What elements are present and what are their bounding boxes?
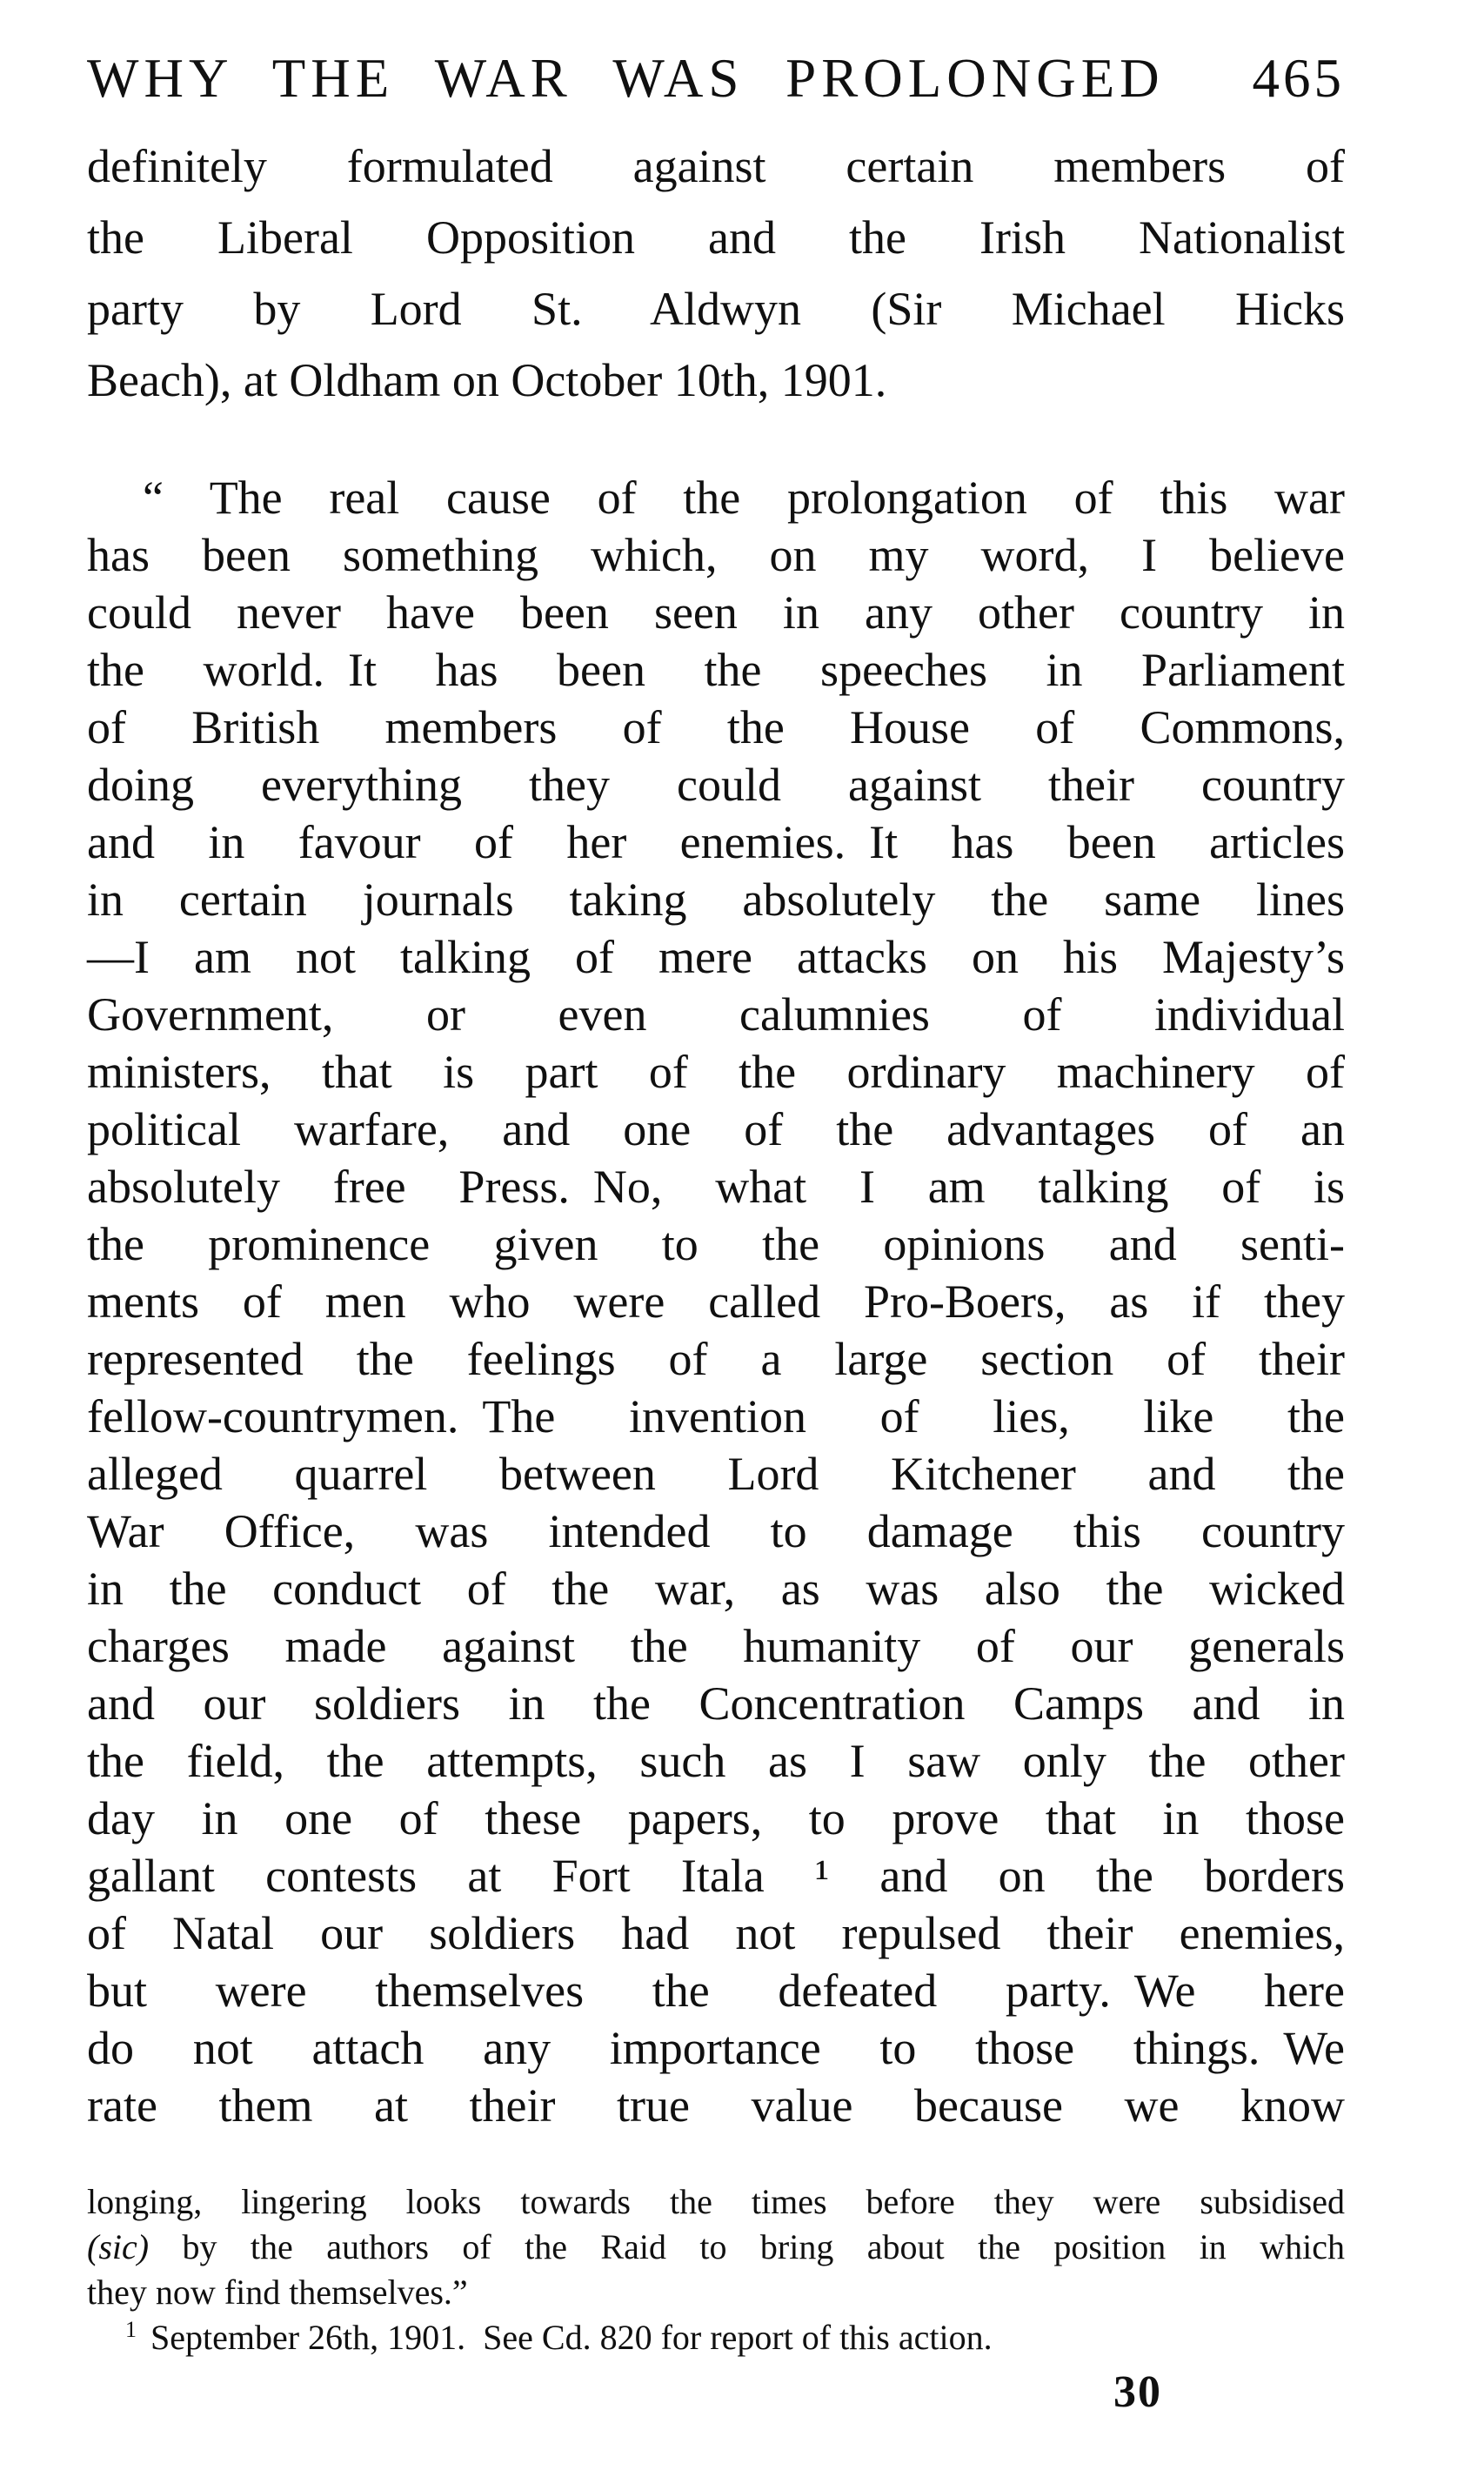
- text-line: the prominence given to the opinions and senti-: [87, 1218, 1345, 1270]
- footnote-1: [87, 2315, 1345, 2360]
- text-line: in certain journals taking absolutely the same lines: [87, 874, 1345, 926]
- footnote-continuation-line: longing, lingering looks towards the times before they were subsidised: [87, 2182, 1345, 2221]
- running-head-title: WHY THE WAR WAS PROLONGED: [87, 48, 1165, 109]
- running-head-page-number: 465: [1252, 48, 1345, 109]
- text-line: doing everything they could against their country: [87, 759, 1345, 811]
- text-line: definitely formulated against certain members of: [87, 140, 1345, 192]
- text-line: Beach), at Oldham on October 10th, 1901.: [87, 354, 887, 406]
- text-line: absolutely free Press. No, what I am talking of is: [87, 1161, 1345, 1213]
- text-line: War Office, was intended to damage this country: [87, 1505, 1345, 1557]
- text-line: do not attach any importance to those things. We: [87, 2022, 1345, 2074]
- text-line: and our soldiers in the Concentration Camps and in: [87, 1677, 1345, 1730]
- text-block: [87, 45, 1345, 2360]
- text-line: ministers, that is part of the ordinary machinery of: [87, 1046, 1345, 1098]
- text-line: ments of men who were called Pro-Boers, as if they: [87, 1275, 1345, 1328]
- text-line: the Liberal Opposition and the Irish Nationalist: [87, 211, 1345, 264]
- footnote-text: by the authors of the Raid to bring about the position in which: [149, 2227, 1345, 2266]
- text-line: the field, the attempts, such as I saw only the other: [87, 1735, 1345, 1787]
- text-line: and in favour of her enemies. It has been articles: [87, 816, 1345, 868]
- footnote-continuation-line: they now find themselves.”: [87, 2273, 468, 2312]
- text-line: day in one of these papers, to prove that in those: [87, 1792, 1345, 1844]
- text-line: Government, or even calumnies of individual: [87, 988, 1345, 1041]
- footnotes: [87, 2179, 1345, 2360]
- text-line: fellow-countrymen. The invention of lies, like the: [87, 1390, 1345, 1443]
- text-line: rate them at their true value because we know: [87, 2079, 1345, 2132]
- text-line: has been something which, on my word, I believe: [87, 529, 1345, 581]
- text-line: charges made against the humanity of our generals: [87, 1620, 1345, 1672]
- text-line: the world. It has been the speeches in Parliament: [87, 644, 1345, 696]
- paragraph-quote: [87, 469, 1345, 2134]
- text-line: could never have been seen in any other country in: [87, 586, 1345, 639]
- page-signature: 30: [1113, 2367, 1162, 2417]
- text-line: alleged quarrel between Lord Kitchener and the: [87, 1448, 1345, 1500]
- text-line: political warfare, and one of the advantages of an: [87, 1103, 1345, 1155]
- footnote-marker: 1: [125, 2316, 137, 2342]
- sic-italic-text: (sic): [87, 2227, 150, 2266]
- footnote-text: September 26th, 1901. See Cd. 820 for report of this action.: [150, 2318, 993, 2357]
- text-line: “ The real cause of the prolongation of this war: [143, 472, 1345, 524]
- text-line: party by Lord St. Aldwyn (Sir Michael Hicks: [87, 283, 1345, 335]
- text-line: of Natal our soldiers had not repulsed their enemies,: [87, 1907, 1345, 1959]
- paragraph-continuation: [87, 131, 1345, 416]
- text-line: but were themselves the defeated party. We here: [87, 1965, 1345, 2017]
- text-line: —I am not talking of mere attacks on his Majesty’s: [87, 931, 1345, 983]
- running-head: [87, 45, 1345, 111]
- text-line: gallant contests at Fort Itala ¹ and on the borders: [87, 1850, 1345, 1902]
- text-line: of British members of the House of Commons,: [87, 701, 1345, 753]
- text-line: represented the feelings of a large section of their: [87, 1333, 1345, 1385]
- text-line: in the conduct of the war, as was also the wicked: [87, 1563, 1345, 1615]
- footnote-continuation-line: [87, 2225, 1345, 2270]
